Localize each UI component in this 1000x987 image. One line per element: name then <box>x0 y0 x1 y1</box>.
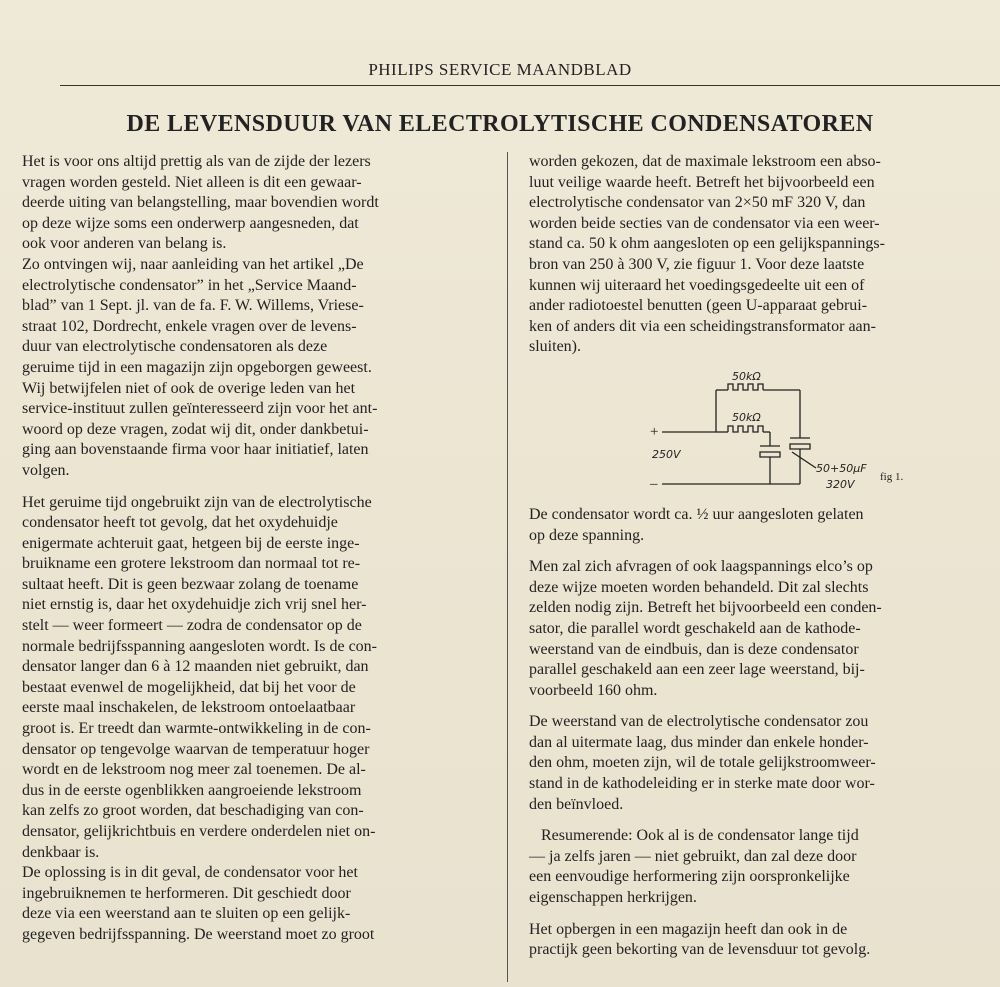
text-line: densator op tengevolge waarvan de temperatuur hoger <box>22 740 370 758</box>
text-line: Wij betwijfelen niet of ook de overige leden van het <box>22 379 356 397</box>
text-line: densator, gelijkrichtbuis en verdere onderdelen niet on- <box>22 823 376 840</box>
text-line: kan zelfs zo groot worden, dat beschadiging van con- <box>22 802 364 820</box>
text-line: ging aan bovenstaande firma voor haar initiatief, laten <box>22 441 369 459</box>
text-line: voorbeeld 160 ohm. <box>529 681 658 699</box>
paragraph-gap <box>529 701 984 712</box>
text-line: Resumerende: Ook al is de condensator lange tijd <box>529 827 859 845</box>
circuit-figure <box>640 368 920 498</box>
text-line: De oplossing is in dit geval, de condensator voor het <box>22 864 358 882</box>
voltage-label: 250V <box>652 448 681 461</box>
text-line: De weerstand van de electrolytische condensator zou <box>529 713 869 731</box>
text-line: een eenvoudige herformering zijn oorspronkelijke <box>529 868 850 886</box>
text-line: ingebruiknemen te herformeren. Dit geschiedt door <box>22 884 351 902</box>
text-line: dus in de eerste ogenblikken aangroeiende lekstroom <box>22 781 362 799</box>
text-line: luut veilige waarde heeft. Betreft het bijvoorbeeld een <box>529 173 875 191</box>
resistor-1-label: 50kΩ <box>732 370 761 383</box>
figure-caption: fig 1. <box>880 471 904 483</box>
text-line: parallel geschakeld aan een zeer lage weerstand, bij- <box>529 661 865 679</box>
text-line: volgen. <box>22 461 70 479</box>
text-line: duur van electrolytische condensatoren als deze <box>22 338 328 356</box>
text-line: sluiten). <box>529 338 581 356</box>
text-line: densator langer dan 6 à 12 maanden niet gebruikt, dan <box>22 658 369 676</box>
paragraph-gap <box>529 546 984 557</box>
column-divider <box>507 152 508 982</box>
text-line: ook voor anderen van belang is. <box>22 235 227 253</box>
capacitor-2-body <box>790 444 810 449</box>
text-line: Het is voor ons altijd prettig als van de zijde der lezers <box>22 153 371 170</box>
text-line: straat 102, Dordrecht, enkele vragen over de levens- <box>22 317 357 335</box>
text-line: bron van 250 à 300 V, zie figuur 1. Voor deze laatste <box>529 255 865 273</box>
text-line: den beïnvloed. <box>529 795 624 813</box>
circuit-diagram <box>640 368 920 498</box>
text-line: eigenschappen herkrijgen. <box>529 889 697 907</box>
running-head: PHILIPS SERVICE MAANDBLAD <box>368 60 632 79</box>
text-line: stand in de kathodeleiding er in sterke mate door wor- <box>529 775 875 793</box>
text-line: wordt en de lekstroom nog meer zal toenemen. De al- <box>22 761 366 779</box>
text-line: worden gekozen, dat de maximale lekstroom een abso- <box>529 153 881 170</box>
capacitor-voltage-label: 320V <box>826 478 855 491</box>
resistor-2 <box>728 426 763 432</box>
text-line: De condensator wordt ca. ½ uur aangesloten gelaten <box>529 505 864 523</box>
text-line: normale bedrijfsspanning aangesloten wordt. Is de con- <box>22 637 378 655</box>
paragraph-gap <box>529 909 984 920</box>
text-line: — ja zelfs jaren — niet gebruikt, dan zal deze door <box>529 847 857 865</box>
paragraph <box>22 493 482 946</box>
right-column <box>529 152 984 961</box>
paragraph <box>529 505 984 546</box>
text-line: gegeven bedrijfsspanning. De weerstand moet zo groot <box>22 925 375 943</box>
text-line: woord op deze vragen, zodat wij dit, onder dankbetui- <box>22 420 369 438</box>
left-column <box>22 152 482 946</box>
minus-sign: – <box>650 476 658 492</box>
text-line: dan al uitermate laag, dus minder dan enkele honder- <box>529 733 869 751</box>
text-line: denkbaar is. <box>22 843 100 861</box>
text-line: electrolytische condensator van 2×50 mF 320 V, dan <box>529 194 866 212</box>
text-line: enigermate achteruit gaat, hetgeen bij de eerste inge- <box>22 534 360 552</box>
text-line: eerste maal inschakelen, de lekstroom ontoelaatbaar <box>22 699 356 717</box>
paragraph <box>529 826 984 908</box>
text-line: den ohm, moeten zijn, wil de totale gelijkstroomweer- <box>529 754 876 772</box>
text-line: groot is. Er treedt dan warmte-ontwikkeling in de con- <box>22 720 371 738</box>
resistor-2-label: 50kΩ <box>732 411 761 424</box>
text-line: kunnen wij uiteraard het voedingsgedeelte uit een of <box>529 276 865 294</box>
paragraph-gap <box>529 815 984 826</box>
text-line: stand ca. 50 k ohm aangesloten op een gelijkspannings- <box>529 235 885 253</box>
text-line: Het geruime tijd ongebruikt zijn van de electrolytische <box>22 493 372 511</box>
text-line: Men zal zich afvragen of ook laagspannings elco’s op <box>529 558 873 576</box>
text-line: ander radiotoestel benutten (geen U-apparaat gebrui- <box>529 297 868 315</box>
paragraph <box>529 712 984 815</box>
paragraph <box>529 152 984 358</box>
resistor-1 <box>728 384 763 390</box>
text-line: condensator heeft tot gevolg, dat het oxydehuidje <box>22 514 338 532</box>
paragraph <box>22 152 482 482</box>
paragraph-gap <box>22 482 482 493</box>
text-line: deerde uiting van belangstelling, maar bovendien wordt <box>22 194 379 212</box>
text-line: service-instituut zullen geïnteresseerd zijn voor het ant- <box>22 400 378 418</box>
text-line: bestaat evenwel de mogelijkheid, dat bij het voor de <box>22 678 356 696</box>
text-line: blad” van 1 Sept. jl. van de fa. F. W. Willems, Vriese- <box>22 297 364 315</box>
text-line: practijk geen bekorting van de levensduur tot gevolg. <box>529 941 871 959</box>
capacitor-1-body <box>760 452 780 457</box>
text-line: Zo ontvingen wij, naar aanleiding van het artikel „De <box>22 255 364 273</box>
header-rule <box>60 85 1000 86</box>
capacitor-value-label: 50+50μF <box>816 462 867 475</box>
text-line: sultaat heeft. Dit is geen bezwaar zolang de toename <box>22 575 359 593</box>
plus-sign: + <box>650 424 659 440</box>
text-line: geruime tijd in een magazijn zijn opgeborgen geweest. <box>22 358 372 376</box>
text-line: weerstand van de eindbuis, dan is deze condensator <box>529 640 859 658</box>
text-line: deze wijze moeten worden behandeld. Dit zal slechts <box>529 578 869 596</box>
text-line: zelden nodig zijn. Betreft het bijvoorbeeld een conden- <box>529 599 882 617</box>
text-line: worden beide secties van de condensator via een weer- <box>529 214 880 232</box>
text-line: stelt — weer formeert — zodra de condensator op de <box>22 617 362 635</box>
text-line: op deze spanning. <box>529 526 645 544</box>
text-line: vragen worden gesteld. Niet alleen is dit een gewaar- <box>22 173 362 191</box>
text-line: niet ernstig is, daar het oxydehuidje zich vrij snel her- <box>22 596 367 614</box>
text-line: electrolytische condensator” in het „Service Maand- <box>22 276 357 294</box>
text-line: deze via een weerstand aan te sluiten op een gelijk- <box>22 905 351 923</box>
text-line: op deze wijze soms een onderwerp aangesneden, dat <box>22 214 359 232</box>
paragraph <box>529 920 984 961</box>
text-line: sator, die parallel wordt geschakeld aan de kathode- <box>529 619 861 637</box>
text-line: ken of anders dit via een scheidingstransformator aan- <box>529 317 876 335</box>
paragraph <box>529 557 984 701</box>
text-line: bruikname een grotere lekstroom dan normaal tot re- <box>22 555 361 573</box>
text-line: Het opbergen in een magazijn heeft dan ook in de <box>529 920 848 938</box>
article-title: DE LEVENSDUUR VAN ELECTROLYTISCHE CONDENSATOREN <box>126 111 874 137</box>
